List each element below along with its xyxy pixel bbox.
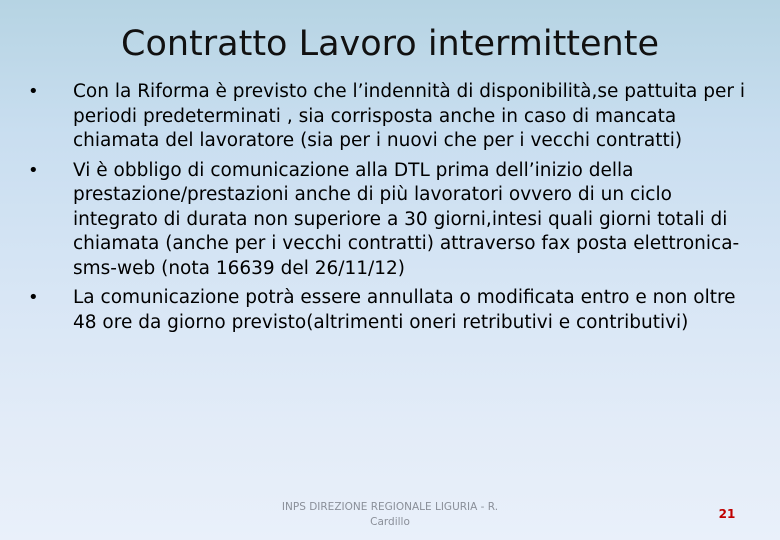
bullet-text: La comunicazione potrà essere annullata o modificata entro e non oltre 48 ore da giorno previsto(altrimenti oneri retributivi e contributivi) <box>73 287 736 333</box>
slide-title: Contratto Lavoro intermittente <box>121 24 659 64</box>
bullet-icon: • <box>28 81 39 102</box>
bullet-item <box>28 159 748 282</box>
bullet-list <box>28 80 748 340</box>
bullet-icon: • <box>28 159 39 181</box>
bullet-icon: • <box>28 287 39 308</box>
page-number: 21 <box>718 507 736 521</box>
bullet-text: Con la Riforma è previsto che l’indennità di disponibilità,se pattuita per i periodi predeterminati , sia corrisposta anche in caso di mancata chiamata del lavoratore (sia per i nuovi che per i vecchi contratti) <box>73 81 745 151</box>
bullet-item <box>28 286 748 335</box>
slide-footer: INPS DIREZIONE REGIONALE LIGURIA - R. Cardillo <box>281 501 499 528</box>
bullet-item <box>28 80 748 154</box>
bullet-text: Vi è obbligo di comunicazione alla DTL prima dell’inizio della prestazione/prestazioni anche di più lavoratori ovvero di un ciclo integrato di durata non superiore a 30 giorni,intesi quali giorni totali di chiamata (anche per i vecchi contratti) attraverso fax posta elettronica-sms-web (nota 16639 del 26/11/12) <box>73 159 740 279</box>
